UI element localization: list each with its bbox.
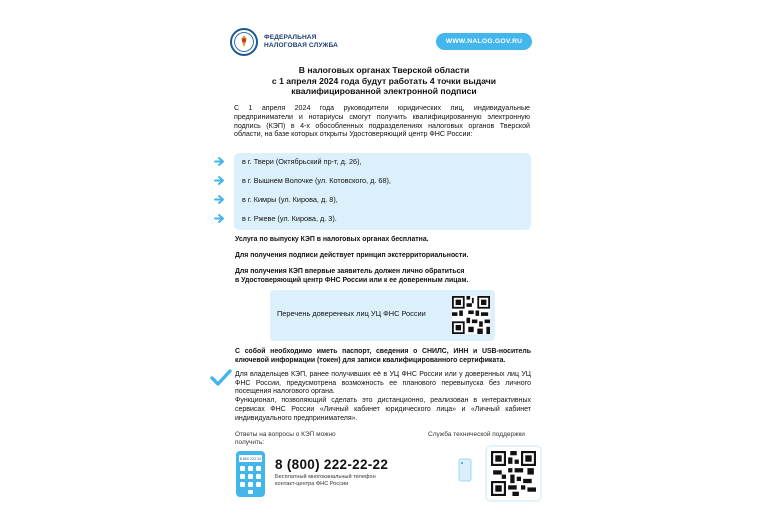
qr-code-icon[interactable] [452,296,490,334]
hotline-description-line2: контакт-центра ФНС России [275,481,349,487]
trusted-list-label: Перечень доверенных лиц УЦ ФНС России [277,309,426,318]
org-name-line2: НАЛОГОВАЯ СЛУЖБА [264,42,339,49]
arrow-right-icon [214,194,225,205]
hotline-phone[interactable]: 8 (800) 222-22-22 [275,457,389,472]
intro-paragraph: С 1 апреля 2024 года руководители юридических лиц, индивидуальные предприниматели и нотариусы смогут получить квалифицированную электронную подпись (КЭП) в 4-х обособленных подразделениях налоговых органов Тверской области, на базе которых открыты Удостоверяющий центр ФНС России: [234,104,530,139]
title-line1: В налоговых органах Тверской области [298,65,470,75]
support-label: Служба технической поддержки [428,431,525,438]
arrow-right-icon [214,156,225,167]
hotline-description-line1: Бесплатный многоканальный телефон [275,474,376,480]
support-qr-box[interactable] [487,447,540,500]
title-line2: с 1 апреля 2024 года будут работать 4 точки выдачи [271,75,497,86]
title-line3: квалифицированной электронной подписи [291,86,477,96]
qr-code-icon[interactable] [491,451,536,496]
arrow-right-icon [214,175,225,186]
address-item-rzhev: в г. Ржеве (ул. Кирова, д. 3). [242,214,337,223]
note-first-time [235,268,468,285]
mobile-phone-icon [458,458,472,482]
address-item-kimry: в г. Кимры (ул. Кирова, д. 8), [242,195,338,204]
note-extraterritorial: Для получения подписи действует принцип экстерриториальности. [235,252,469,259]
note-free: Услуга по выпуску КЭП в налоговых органах бесплатна. [235,236,429,243]
fns-emblem-icon [230,28,258,56]
website-link[interactable]: WWW.NALOG.GOV.RU [436,33,532,50]
page-title [240,65,528,97]
arrow-right-icon [214,213,225,224]
calculator-phone-icon [236,451,265,497]
org-name [264,34,338,50]
renewal-paragraph-2: Функционал, позволяющий сделать это дистанционно, реализован в интерактивных сервисах ФНС России «Личный кабинет юридического лица» и «Личный кабинет индивидуального предпринимателя». [235,397,531,422]
renewal-info [235,371,531,423]
checkmark-icon [210,369,232,387]
documents-note: С собой необходимо иметь паспорт, сведения о СНИЛС, ИНН и USB-носитель ключевой информации (токен) для записи квалифицированного сертификата. [235,348,531,364]
hotline-description [275,474,376,488]
note-first-time-line1: Для получения КЭП впервые заявитель должен лично обратиться [235,268,465,275]
phone-screen-text: 8 800 222 22 [239,457,262,462]
org-name-line1: ФЕДЕРАЛЬНАЯ [264,34,317,41]
note-first-time-line2: в Удостоверяющий центр ФНС России или к ее доверенным лицам. [235,276,469,284]
address-item-vyshny-volochek: в г. Вышнем Волочке (ул. Котовского, д. 68), [242,176,391,185]
renewal-paragraph-1: Для владельцев КЭП, ранее получивших её в УЦ ФНС России или у доверенных лиц УЦ ФНС России, предусмотрена возможность ее планового перевыпуска без личного посещения налогового органа. [235,371,531,396]
address-item-tver: в г. Твери (Октябрьский пр-т, д. 26), [242,157,362,166]
answers-label: Ответы на вопросы о КЭП можно получить: [235,431,336,446]
